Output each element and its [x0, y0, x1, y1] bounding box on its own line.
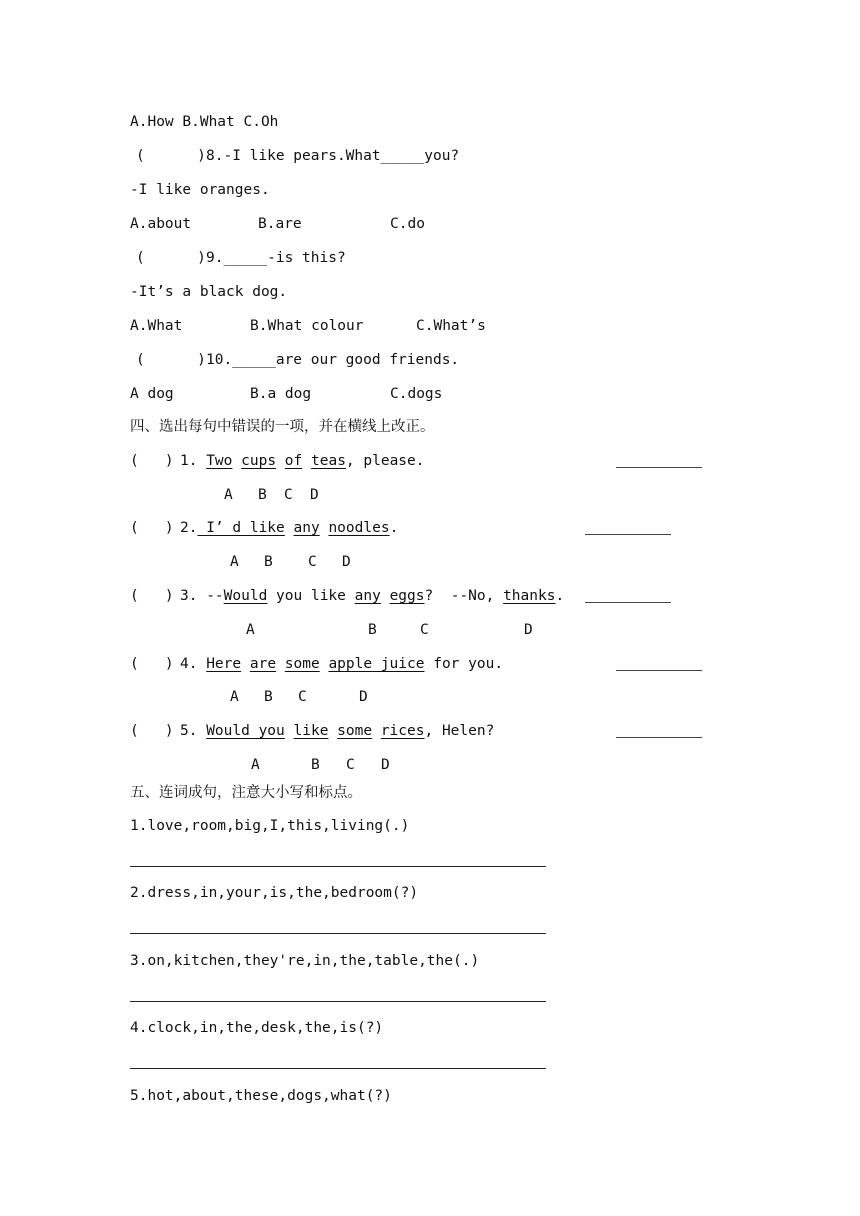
s4-item4-letter-d: D — [359, 689, 368, 705]
q8-answer-paren[interactable]: ( ) — [136, 148, 206, 164]
q10-answer-paren[interactable]: ( ) — [136, 352, 206, 368]
s4-item2-paren[interactable]: ( ) — [130, 520, 174, 536]
s4-item5-letter-c: C — [346, 757, 355, 773]
s4-item5-sentence: 5. Would you like some rices, Helen? — [180, 723, 495, 739]
s4-item1-paren[interactable]: ( ) — [130, 453, 174, 469]
s4-item3-letter-d: D — [524, 622, 533, 638]
s4-item2-letter-c: C — [308, 554, 317, 570]
s4-item5-paren[interactable]: ( ) — [130, 723, 174, 739]
s5-item5: 5.hot,about,these,dogs,what(?) — [130, 1088, 392, 1104]
s4-item3-letter-b: B — [368, 622, 377, 638]
s4-item4-part-d: apple juice — [328, 656, 425, 672]
q9-reply: -It’s a black dog. — [130, 284, 288, 300]
s4-item4-letter-a: A — [230, 689, 239, 705]
s4-item2-part-c: noodles — [328, 520, 390, 536]
s5-item1: 1.love,room,big,I,this,living(.) — [130, 818, 410, 834]
s4-item4-part-b: are — [249, 656, 277, 672]
s4-item1-part-c: of — [284, 453, 303, 469]
q8-option-c: C.do — [390, 216, 425, 232]
s4-item4-correction-line[interactable] — [616, 670, 702, 671]
s4-item3-correction-line[interactable] — [585, 602, 671, 603]
q9-answer-paren[interactable]: ( ) — [136, 250, 206, 266]
s4-item2-letter-a: A — [230, 554, 239, 570]
s4-item3-letter-c: C — [420, 622, 429, 638]
q9-option-c: C.What’s — [416, 318, 486, 334]
s4-item1-correction-line[interactable] — [616, 467, 702, 468]
s4-item3-letter-a: A — [246, 622, 255, 638]
q10-option-a: A dog — [130, 386, 174, 402]
s4-item1-part-a: Two — [206, 453, 233, 469]
q7-options: A.How B.What C.Oh — [130, 114, 279, 130]
s4-item1-letter-a: A — [224, 487, 233, 503]
s5-item3-answer-line[interactable] — [130, 1001, 546, 1002]
q8-reply: -I like oranges. — [130, 182, 270, 198]
s4-item4-part-a: Here — [206, 656, 242, 672]
q10-question: 10._____are our good friends. — [206, 352, 460, 368]
s4-item1-sentence: 1. Two cups of teas, please. — [180, 453, 425, 469]
s4-item5-part-b: like — [293, 723, 329, 739]
s4-item4-part-c: some — [284, 656, 320, 672]
s4-item4-paren[interactable]: ( ) — [130, 656, 174, 672]
s5-item3: 3.on,kitchen,they're,in,the,table,the(.) — [130, 953, 480, 969]
s5-item1-answer-line[interactable] — [130, 866, 546, 867]
s4-item1-letter-d: D — [310, 487, 319, 503]
s4-item2-letter-b: B — [264, 554, 273, 570]
s4-item4-letter-b: B — [264, 689, 273, 705]
s4-item3-paren[interactable]: ( ) — [130, 588, 174, 604]
s4-item5-correction-line[interactable] — [616, 737, 702, 738]
s4-item1-letter-c: C — [284, 487, 293, 503]
s4-item2-correction-line[interactable] — [585, 534, 671, 535]
s4-item2-letter-d: D — [342, 554, 351, 570]
s4-item5-part-d: rices — [380, 723, 425, 739]
q9-option-b: B.What colour — [250, 318, 364, 334]
q9-option-a: A.What — [130, 318, 183, 334]
q8-option-a: A.about — [130, 216, 192, 232]
s4-item5-letter-a: A — [251, 757, 260, 773]
s4-item3-part-c: eggs — [389, 588, 425, 604]
s5-item4: 4.clock,in,the,desk,the,is(?) — [130, 1020, 384, 1036]
q9-question: 9._____-is this? — [206, 250, 346, 266]
s4-item2-part-b: any — [293, 520, 320, 536]
q10-option-c: C.dogs — [390, 386, 443, 402]
s4-item2-part-a: I’ d like — [197, 520, 285, 536]
q8-question: 8.-I like pears.What_____you? — [206, 148, 460, 164]
s4-item3-part-b: any — [354, 588, 381, 604]
s5-item2: 2.dress,in,your,is,the,bedroom(?) — [130, 885, 419, 901]
s4-item5-letter-b: B — [311, 757, 320, 773]
s4-item5-part-c: some — [337, 723, 373, 739]
s4-item2-sentence: 2. I’ d like any noodles. — [180, 520, 399, 536]
s4-item1-part-b: cups — [241, 453, 277, 469]
s4-item1-letter-b: B — [258, 487, 267, 503]
s4-item3-sentence: 3. --Would you like any eggs? --No, thanks. — [180, 588, 565, 604]
s4-item5-part-a: Would you — [206, 723, 285, 739]
s4-item1-part-d: teas — [311, 453, 346, 469]
q10-option-b: B.a dog — [250, 386, 312, 402]
s5-item2-answer-line[interactable] — [130, 933, 546, 934]
section4-heading: 四、选出每句中错误的一项，并在横线上改正。 — [130, 419, 435, 435]
s4-item4-letter-c: C — [298, 689, 307, 705]
s4-item3-part-d: thanks — [503, 588, 556, 604]
s5-item4-answer-line[interactable] — [130, 1068, 546, 1069]
section5-heading: 五、连词成句，注意大小写和标点。 — [130, 785, 362, 801]
q8-option-b: B.are — [258, 216, 302, 232]
s4-item3-part-a: Would — [223, 588, 268, 604]
s4-item4-sentence: 4. Here are some apple juice for you. — [180, 656, 504, 672]
s4-item5-letter-d: D — [381, 757, 390, 773]
